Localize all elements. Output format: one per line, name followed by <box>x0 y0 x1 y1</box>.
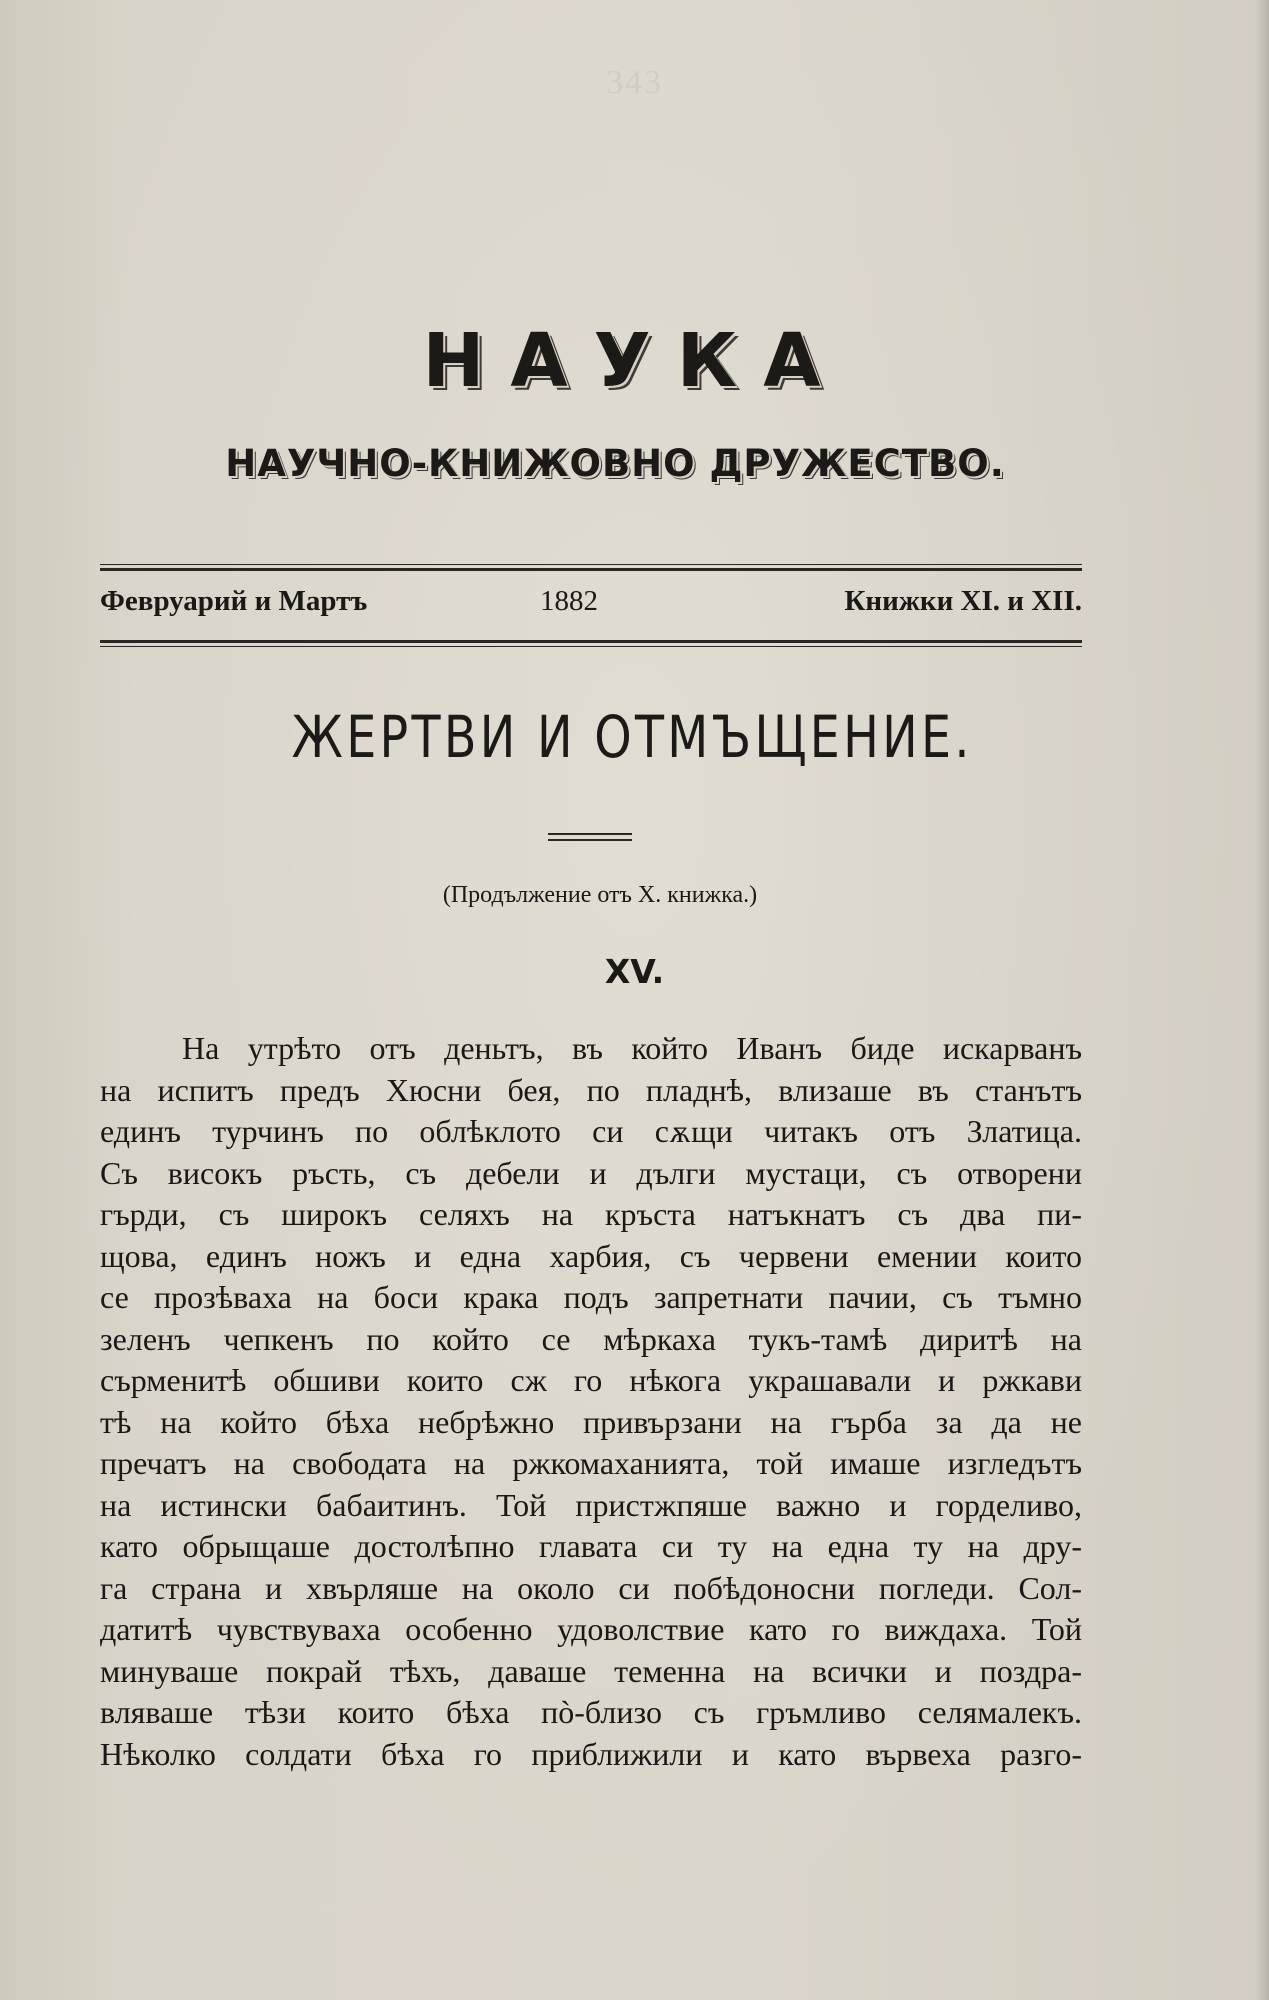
body-line: Съ високъ ръсть, съ дебели и дълги мустаци, съ отворени <box>100 1154 1082 1191</box>
journal-subtitle: НАУЧНО-КНИЖОВНО ДРУЖЕСТВО. <box>225 442 1005 485</box>
issue-year: 1882 <box>540 585 598 617</box>
body-line: минуваше покрай тѣхъ, даваше теменна на всички и поздра- <box>100 1652 1082 1689</box>
faded-page-number: 343 <box>606 64 663 101</box>
issue-months: Февруарий и Мартъ <box>100 585 368 617</box>
page-edge-shadow <box>1255 0 1269 2000</box>
body-line: сърменитѣ обшиви които сж го нѣкога украшавали и ржкави <box>100 1362 1082 1398</box>
body-line: тѣ на който бѣха небрѣжно привързани на гърба за да не <box>100 1403 1082 1440</box>
body-line: се прозѣваха на боси крака подъ запретнати пачии, съ тъмно <box>100 1279 1082 1315</box>
bottom-rule-thick <box>100 640 1082 643</box>
bottom-rule-thin <box>100 646 1082 647</box>
body-line: щова, единъ ножъ и една харбия, съ червени емении които <box>100 1237 1082 1274</box>
body-line: като обрыщаше достолѣпно главата си ту на една ту на дру- <box>100 1528 1082 1564</box>
article-body <box>100 1028 1082 1775</box>
body-line: на истински бабаитинъ. Той пристжпяше важно и горделиво, <box>100 1486 1082 1523</box>
continuation-note: (Продължение отъ X. книжка.) <box>442 882 758 908</box>
top-rule-thick <box>100 568 1082 571</box>
body-line: Нѣколко солдати бѣха го приближили и като вървеха разго- <box>100 1735 1082 1772</box>
title-separator-bottom <box>548 839 632 841</box>
body-line: на испитъ предъ Хюсни бея, по пладнѣ, влизаше въ станътъ <box>100 1071 1082 1108</box>
top-rule-thin <box>100 564 1082 565</box>
title-separator-top <box>548 833 632 835</box>
issue-books: Книжки XI. и XII. <box>844 585 1082 617</box>
body-line: вляваше тѣзи които бѣха пò-близо съ гръмливо селямалекъ. <box>100 1694 1082 1730</box>
body-line: пречатъ на свободата на ржкомаханията, той имаше изгледътъ <box>100 1445 1082 1481</box>
body-line: единъ турчинъ по облѣклото си сѫщи читакъ отъ Златица. <box>100 1113 1082 1149</box>
chapter-number: XV. <box>604 952 665 991</box>
article-title: ЖЕРТВИ И ОТМЪЩЕНИЕ. <box>291 703 973 771</box>
body-line: На утрѣто отъ деньтъ, въ който Иванъ биде искарванъ <box>182 1030 1082 1066</box>
journal-title: НАУКА <box>422 318 847 404</box>
body-line: гърди, съ широкъ селяхъ на кръста натъкнатъ съ два пи- <box>100 1196 1082 1232</box>
issue-line <box>100 585 1082 635</box>
body-line: датитѣ чувствуваха особенно удоволствие като го виждаха. Той <box>100 1611 1082 1647</box>
body-line: зеленъ чепкенъ по който се мѣркаха тукъ-тамѣ диритѣ на <box>100 1320 1082 1357</box>
body-line: га страна и хвърляше на около си побѣдоносни погледи. Сол- <box>100 1569 1082 1606</box>
